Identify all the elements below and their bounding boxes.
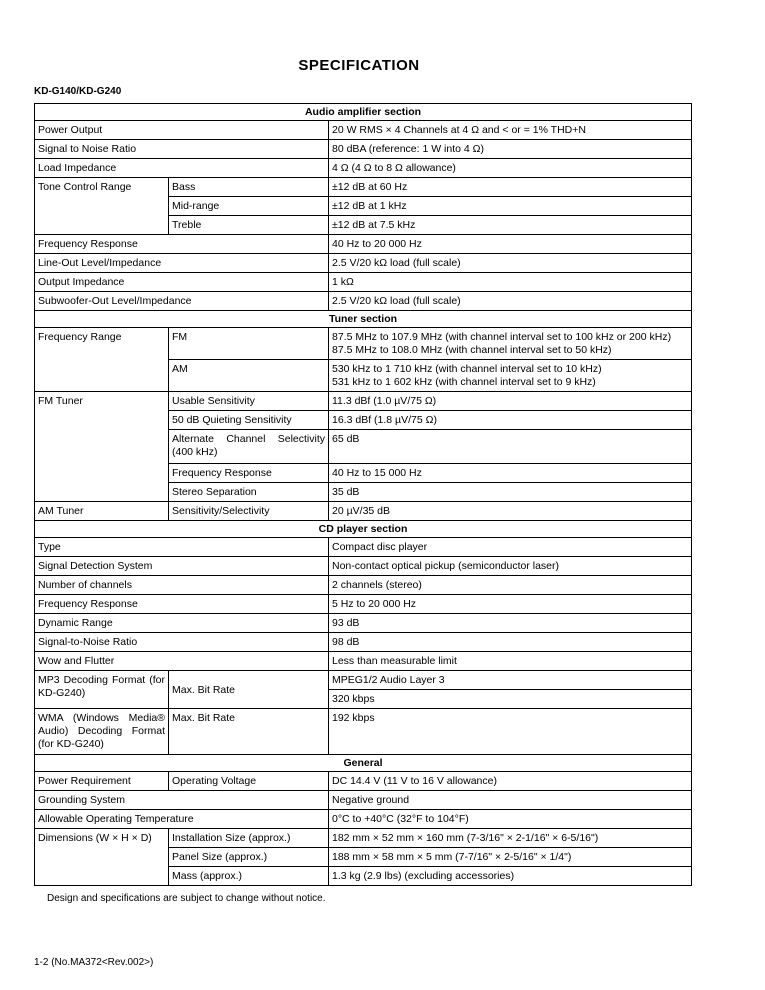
spec-value: Less than measurable limit (329, 652, 692, 671)
spec-value: 35 dB (329, 483, 692, 502)
table-row (35, 772, 692, 791)
table-row (35, 791, 692, 810)
section-header-row (35, 521, 692, 538)
table-row (35, 328, 692, 360)
spec-value: 188 mm × 58 mm × 5 mm (7-7/16" × 2-5/16" × 1/4") (329, 848, 692, 867)
table-row (35, 829, 692, 848)
spec-sublabel: Alternate Channel Selectivity (400 kHz) (169, 430, 329, 464)
spec-value: ±12 dB at 60 Hz (329, 178, 692, 197)
table-row (35, 557, 692, 576)
spec-value: 87.5 MHz to 107.9 MHz (with channel interval set to 100 kHz or 200 kHz) 87.5 MHz to 108.0 MHz (with channel interval set to 50 kHz) (329, 328, 692, 360)
table-row (35, 502, 692, 521)
spec-sublabel: Usable Sensitivity (169, 392, 329, 411)
section-header-row (35, 755, 692, 772)
table-row (35, 159, 692, 178)
spec-value: DC 14.4 V (11 V to 16 V allowance) (329, 772, 692, 791)
spec-sublabel: Stereo Separation (169, 483, 329, 502)
spec-value: ±12 dB at 7.5 kHz (329, 216, 692, 235)
disclaimer-note: Design and specifications are subject to change without notice. (47, 893, 326, 904)
spec-label: MP3 Decoding Format (for KD-G240) (35, 671, 169, 709)
table-row (35, 178, 692, 197)
spec-value: 320 kbps (329, 690, 692, 709)
spec-sublabel: Frequency Response (169, 464, 329, 483)
spec-label: Grounding System (35, 791, 329, 810)
spec-sublabel: 50 dB Quieting Sensitivity (169, 411, 329, 430)
spec-value: 40 Hz to 20 000 Hz (329, 235, 692, 254)
table-row (35, 140, 692, 159)
spec-sublabel: Treble (169, 216, 329, 235)
spec-label: Allowable Operating Temperature (35, 810, 329, 829)
table-row (35, 273, 692, 292)
spec-value: Negative ground (329, 791, 692, 810)
spec-label: Tone Control Range (35, 178, 169, 235)
spec-sublabel: Operating Voltage (169, 772, 329, 791)
spec-value: 530 kHz to 1 710 kHz (with channel interval set to 10 kHz) 531 kHz to 1 602 kHz (with channel interval set to 9 kHz) (329, 360, 692, 392)
spec-value: 1.3 kg (2.9 lbs) (excluding accessories) (329, 867, 692, 886)
table-row (35, 292, 692, 311)
section-header-audio: Audio amplifier section (35, 104, 692, 121)
spec-value: 1 kΩ (329, 273, 692, 292)
spec-sublabel: Panel Size (approx.) (169, 848, 329, 867)
spec-sublabel: Max. Bit Rate (169, 709, 329, 755)
page-footer: 1-2 (No.MA372<Rev.002>) (34, 957, 154, 968)
spec-value: 16.3 dBf (1.8 µV/75 Ω) (329, 411, 692, 430)
spec-value: Compact disc player (329, 538, 692, 557)
section-header-cd: CD player section (35, 521, 692, 538)
spec-value: 11.3 dBf (1.0 µV/75 Ω) (329, 392, 692, 411)
spec-label: Signal-to-Noise Ratio (35, 633, 329, 652)
table-row (35, 810, 692, 829)
spec-label: Dynamic Range (35, 614, 329, 633)
spec-value: Non-contact optical pickup (semiconductor laser) (329, 557, 692, 576)
spec-value: 192 kbps (329, 709, 692, 755)
spec-label: Frequency Response (35, 235, 329, 254)
spec-value: 98 dB (329, 633, 692, 652)
spec-label: Line-Out Level/Impedance (35, 254, 329, 273)
table-row (35, 576, 692, 595)
spec-label: Dimensions (W × H × D) (35, 829, 169, 886)
spec-sublabel: Sensitivity/Selectivity (169, 502, 329, 521)
spec-value: ±12 dB at 1 kHz (329, 197, 692, 216)
spec-value: 65 dB (329, 430, 692, 464)
spec-sublabel: AM (169, 360, 329, 392)
spec-label: Signal Detection System (35, 557, 329, 576)
spec-label: Type (35, 538, 329, 557)
spec-label: Wow and Flutter (35, 652, 329, 671)
spec-label: WMA (Windows Media® Audio) Decoding Format (for KD-G240) (35, 709, 169, 755)
section-header-row (35, 311, 692, 328)
spec-label: Signal to Noise Ratio (35, 140, 329, 159)
table-row (35, 595, 692, 614)
spec-label: Frequency Response (35, 595, 329, 614)
spec-sublabel: Mass (approx.) (169, 867, 329, 886)
spec-value: 2.5 V/20 kΩ load (full scale) (329, 292, 692, 311)
spec-table (34, 103, 692, 886)
spec-value: 20 W RMS × 4 Channels at 4 Ω and < or = 1% THD+N (329, 121, 692, 140)
model-number: KD-G140/KD-G240 (34, 86, 122, 97)
spec-label: Power Output (35, 121, 329, 140)
spec-value: 4 Ω (4 Ω to 8 Ω allowance) (329, 159, 692, 178)
page-title: SPECIFICATION (298, 57, 420, 74)
spec-label: Subwoofer-Out Level/Impedance (35, 292, 329, 311)
section-header-row (35, 104, 692, 121)
spec-label: FM Tuner (35, 392, 169, 502)
table-row (35, 709, 692, 755)
table-row (35, 614, 692, 633)
spec-sublabel: Bass (169, 178, 329, 197)
spec-label: Power Requirement (35, 772, 169, 791)
spec-sublabel: Max. Bit Rate (169, 671, 329, 709)
spec-sublabel: Mid-range (169, 197, 329, 216)
table-row (35, 671, 692, 690)
spec-value: 80 dBA (reference: 1 W into 4 Ω) (329, 140, 692, 159)
spec-value: 93 dB (329, 614, 692, 633)
table-row (35, 392, 692, 411)
table-row (35, 235, 692, 254)
table-row (35, 538, 692, 557)
section-header-tuner: Tuner section (35, 311, 692, 328)
table-row (35, 633, 692, 652)
spec-value: 0°C to +40°C (32°F to 104°F) (329, 810, 692, 829)
spec-value: MPEG1/2 Audio Layer 3 (329, 671, 692, 690)
spec-value: 20 µV/35 dB (329, 502, 692, 521)
spec-label: Output Impedance (35, 273, 329, 292)
spec-label: AM Tuner (35, 502, 169, 521)
section-header-general: General (35, 755, 692, 772)
spec-value: 2 channels (stereo) (329, 576, 692, 595)
spec-value: 2.5 V/20 kΩ load (full scale) (329, 254, 692, 273)
spec-label: Number of channels (35, 576, 329, 595)
table-row (35, 121, 692, 140)
spec-sublabel: Installation Size (approx.) (169, 829, 329, 848)
table-row (35, 652, 692, 671)
spec-label: Load Impedance (35, 159, 329, 178)
table-row (35, 254, 692, 273)
spec-value: 182 mm × 52 mm × 160 mm (7-3/16" × 2-1/16" × 6-5/16") (329, 829, 692, 848)
spec-value: 5 Hz to 20 000 Hz (329, 595, 692, 614)
spec-label: Frequency Range (35, 328, 169, 392)
spec-value: 40 Hz to 15 000 Hz (329, 464, 692, 483)
spec-sublabel: FM (169, 328, 329, 360)
